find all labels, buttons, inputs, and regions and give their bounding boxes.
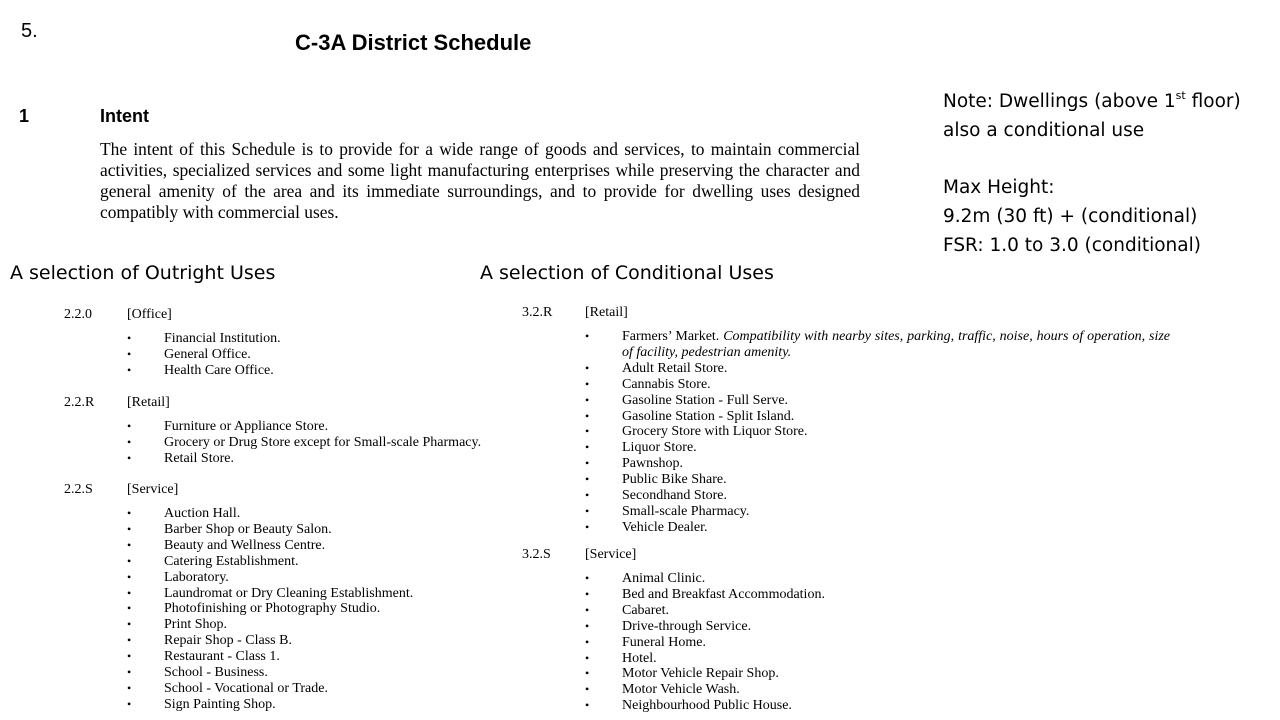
bullet-icon: • [585, 472, 590, 487]
list-item [522, 698, 825, 714]
list-item [522, 504, 1170, 520]
list-item [64, 554, 413, 570]
group-code: 3.2.S [522, 547, 551, 562]
bullet-icon: • [127, 617, 132, 632]
note-conditional-use: also a conditional use [943, 119, 1145, 141]
use-name: Motor Vehicle Wash. [622, 682, 740, 698]
group-category: [Service] [585, 547, 637, 562]
use-name: School - Vocational or Trade. [164, 680, 328, 696]
list-item [522, 571, 825, 587]
bullet-icon: • [127, 696, 132, 711]
bullet-icon: • [585, 503, 590, 518]
list-item [522, 619, 825, 635]
bullet-icon: • [585, 666, 590, 681]
use-group-conditional-retail [522, 305, 1170, 536]
list-item [522, 440, 1170, 456]
use-list [64, 506, 413, 713]
bullet-icon: • [585, 519, 590, 534]
bullet-icon: • [585, 634, 590, 649]
bullet-icon: • [127, 331, 132, 345]
note-superscript: st [1175, 89, 1186, 102]
use-name: Catering Establishment. [164, 553, 299, 569]
bullet-icon: • [127, 419, 132, 433]
use-name: Photofinishing or Photography Studio. [164, 601, 381, 617]
group-category: [Office] [127, 307, 172, 322]
use-name: Farmers’ Market. [622, 329, 724, 344]
use-name: Small-scale Pharmacy. [622, 503, 750, 519]
list-item [64, 697, 413, 713]
group-code: 2.2.R [64, 395, 95, 410]
section-heading-intent: Intent [100, 106, 149, 126]
use-group-outright-service [64, 482, 413, 713]
use-group-outright-office [64, 307, 281, 379]
use-group-conditional-service [522, 547, 825, 714]
bullet-icon: • [585, 650, 590, 665]
list-item [522, 603, 825, 619]
bullet-icon: • [127, 434, 132, 449]
bullet-icon: • [127, 450, 132, 465]
list-item [522, 361, 1170, 377]
list-item [522, 666, 825, 682]
use-name: Print Shop. [164, 617, 228, 633]
list-item [64, 665, 413, 681]
use-name: Health Care Office. [164, 362, 274, 378]
use-name: Beauty and Wellness Centre. [164, 537, 326, 553]
list-item [64, 363, 281, 379]
use-condition-note: Compatibility with nearby sites, parking, traffic, noise, hours of operation, size of facility, pedestrian amenity. [622, 329, 1170, 360]
use-group-outright-retail [64, 395, 481, 467]
use-name: Repair Shop - Class B. [164, 633, 292, 649]
list-item [64, 681, 413, 697]
group-header [64, 482, 413, 498]
use-name: Grocery or Drug Store except for Small-scale Pharmacy. [164, 434, 482, 450]
page-title: C-3A District Schedule [295, 30, 532, 55]
bullet-icon: • [127, 553, 132, 568]
slide-number: 5. [21, 20, 38, 42]
list-item [64, 601, 413, 617]
list-item [64, 435, 481, 451]
use-name: Bed and Breakfast Accommodation. [622, 586, 825, 602]
group-header [64, 307, 281, 323]
group-header [64, 395, 481, 411]
use-name: Laundromat or Dry Cleaning Establishment. [164, 585, 414, 601]
use-name: Hotel. [622, 650, 657, 666]
use-name: Animal Clinic. [622, 571, 706, 586]
use-list [64, 331, 281, 379]
list-item [64, 538, 413, 554]
list-item [64, 451, 481, 467]
note-text: Note: Dwellings (above 1 [943, 91, 1176, 112]
list-item [64, 419, 481, 435]
bullet-icon: • [127, 346, 132, 361]
spacer [943, 145, 1241, 174]
use-name: General Office. [164, 346, 251, 362]
use-list [64, 419, 481, 467]
list-item [64, 649, 413, 665]
list-item [64, 617, 413, 633]
use-name: Neighbourhood Public House. [622, 698, 792, 714]
use-name: Sign Painting Shop. [164, 696, 276, 712]
list-item [522, 456, 1170, 472]
bullet-icon: • [585, 440, 590, 455]
list-item [522, 472, 1170, 488]
list-item [64, 570, 413, 586]
bullet-icon: • [585, 586, 590, 601]
bullet-icon: • [585, 392, 590, 407]
bullet-icon: • [127, 537, 132, 552]
bullet-icon: • [585, 698, 590, 713]
list-item [522, 409, 1170, 425]
group-category: [Service] [127, 482, 179, 497]
group-category: [Retail] [585, 305, 628, 320]
use-name: Grocery Store with Liquor Store. [622, 424, 808, 440]
list-item-farmers-market [522, 329, 1170, 361]
note-text: floor) [1185, 91, 1241, 112]
use-name: Gasoline Station - Split Island. [622, 408, 795, 424]
group-code: 2.2.0 [64, 307, 92, 322]
list-item [64, 347, 281, 363]
use-name: Barber Shop or Beauty Salon. [164, 521, 332, 537]
list-item [522, 635, 825, 651]
use-name: Retail Store. [164, 450, 234, 466]
bullet-icon: • [127, 521, 132, 536]
list-item [64, 522, 413, 538]
use-name: Cannabis Store. [622, 376, 711, 392]
use-name: Drive-through Service. [622, 618, 752, 634]
bullet-icon: • [127, 633, 132, 648]
list-item [522, 424, 1170, 440]
list-item [522, 651, 825, 667]
use-name: Laboratory. [164, 569, 229, 585]
bullet-icon: • [585, 360, 590, 375]
bullet-icon: • [127, 569, 132, 584]
use-name: Adult Retail Store. [622, 360, 728, 376]
bullet-icon: • [585, 456, 590, 471]
outright-uses-heading: A selection of Outright Uses [10, 262, 276, 284]
note-box [943, 88, 1241, 260]
bullet-icon: • [127, 601, 132, 616]
list-item [64, 586, 413, 602]
bullet-icon: • [127, 680, 132, 695]
use-name: Gasoline Station - Full Serve. [622, 392, 789, 408]
note-dwellings [943, 88, 1241, 117]
use-name: Pawnshop. [622, 456, 684, 472]
list-item [522, 393, 1170, 409]
bullet-icon: • [127, 362, 132, 377]
fsr-value: FSR: 1.0 to 3.0 (conditional) [943, 234, 1201, 256]
use-name: Motor Vehicle Repair Shop. [622, 666, 779, 682]
bullet-icon: • [585, 488, 590, 503]
use-name: Funeral Home. [622, 634, 706, 650]
list-item [64, 506, 413, 522]
list-item [522, 682, 825, 698]
section-number: 1 [19, 106, 30, 126]
use-list [522, 571, 825, 714]
bullet-icon: • [585, 376, 590, 391]
use-name: Liquor Store. [622, 440, 697, 456]
intent-paragraph: The intent of this Schedule is to provide for a wide range of goods and services, to maintain commercial activities, specialized services and some light manufacturing enterprises while preserving the character and general amenity of the area and its immediate surroundings, and to provide for dwelling uses designed compatibly with commercial uses. [100, 139, 860, 222]
group-header [522, 305, 1170, 321]
max-height-value: 9.2m (30 ft) + (conditional) [943, 205, 1198, 227]
use-name: Public Bike Share. [622, 472, 727, 488]
list-item [64, 633, 413, 649]
use-name: Secondhand Store. [622, 488, 727, 504]
use-name: Auction Hall. [164, 506, 241, 521]
use-name: Cabaret. [622, 602, 670, 618]
use-name: Financial Institution. [164, 331, 281, 346]
bullet-icon: • [127, 649, 132, 664]
list-item [522, 520, 1170, 536]
list-item [522, 587, 825, 603]
use-name: School - Business. [164, 665, 268, 681]
bullet-icon: • [585, 602, 590, 617]
group-header [522, 547, 825, 563]
bullet-icon: • [127, 665, 132, 680]
group-category: [Retail] [127, 395, 170, 410]
bullet-icon: • [585, 682, 590, 697]
bullet-icon: • [585, 618, 590, 633]
use-name: Vehicle Dealer. [622, 519, 708, 535]
conditional-uses-heading: A selection of Conditional Uses [480, 262, 774, 284]
list-item [522, 377, 1170, 393]
group-code: 2.2.S [64, 482, 93, 497]
bullet-icon: • [585, 329, 590, 343]
group-code: 3.2.R [522, 305, 553, 320]
bullet-icon: • [585, 408, 590, 423]
use-list [522, 329, 1170, 536]
list-item [522, 488, 1170, 504]
max-height-label: Max Height: [943, 177, 1055, 199]
bullet-icon: • [127, 506, 132, 520]
list-item [64, 331, 281, 347]
use-name: Restaurant - Class 1. [164, 649, 280, 665]
bullet-icon: • [585, 424, 590, 439]
bullet-icon: • [127, 585, 132, 600]
bullet-icon: • [585, 571, 590, 585]
use-name: Furniture or Appliance Store. [164, 419, 329, 434]
